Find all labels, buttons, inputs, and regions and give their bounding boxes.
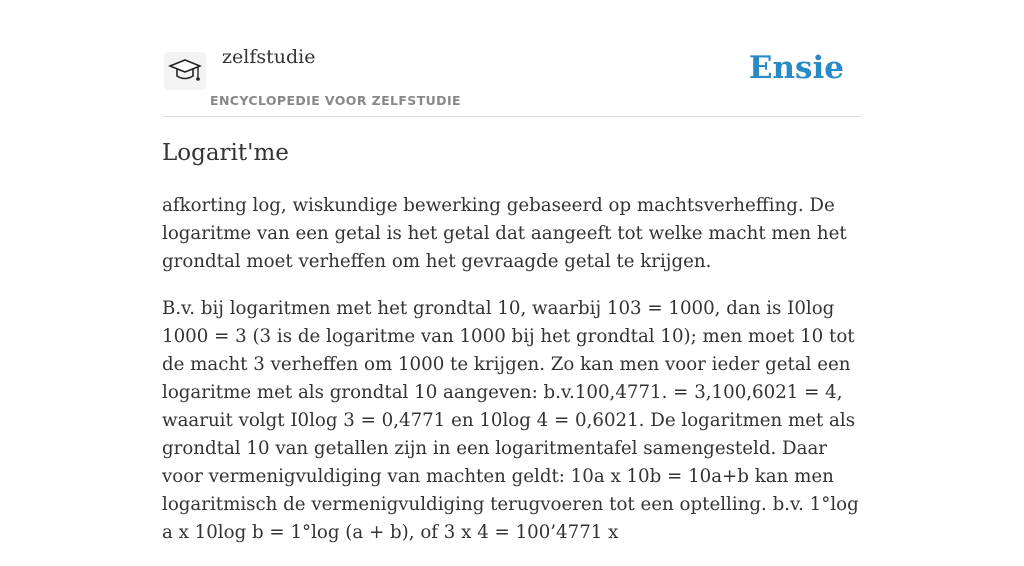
brand-logo-link[interactable]: Ensie (748, 50, 844, 86)
graduation-cap-icon[interactable] (164, 52, 206, 90)
article-body (162, 192, 862, 566)
article-title: Logarit'me (162, 140, 289, 166)
article-paragraph: afkorting log, wiskundige bewerking gebaseerd op machtsverheffing. De logaritme van een getal is het getal dat aangeeft tot welke macht men het grondtal moet verheffen om het gevraagde getal te krijgen. (162, 195, 847, 272)
site-tagline: ENCYCLOPEDIE VOOR ZELFSTUDIE (210, 93, 461, 108)
page-container (162, 0, 862, 543)
site-header (162, 0, 862, 117)
site-name[interactable]: zelfstudie (222, 46, 316, 68)
article-paragraph: B.v. bij logaritmen met het grondtal 10, waarbij 103 = 1000, dan is I0log 1000 = 3 (3 is de logaritme van 1000 bij het grondtal 10); men moet 10 tot de macht 3 verheffen om 1000 te krijgen. Zo kan men voor ieder getal een logaritme met als grondtal 10 aangeven: b.v.100,4771. = 3,100,6021 = 4, waaruit volgt I0log 3 = 0,4771 en 10log 4 = 0,6021. De logaritmen met als grondtal 10 van getallen zijn in een logaritmentafel samengesteld. Daar voor vermenigvuldiging van machten geldt: 10a x 10b = 10a+b kan men logaritmisch de vermenigvuldiging terugvoeren tot een optelling. b.v. 1°log a x 10log b = 1°log (a + b), of 3 x 4 = 100’4771 x (162, 298, 859, 543)
